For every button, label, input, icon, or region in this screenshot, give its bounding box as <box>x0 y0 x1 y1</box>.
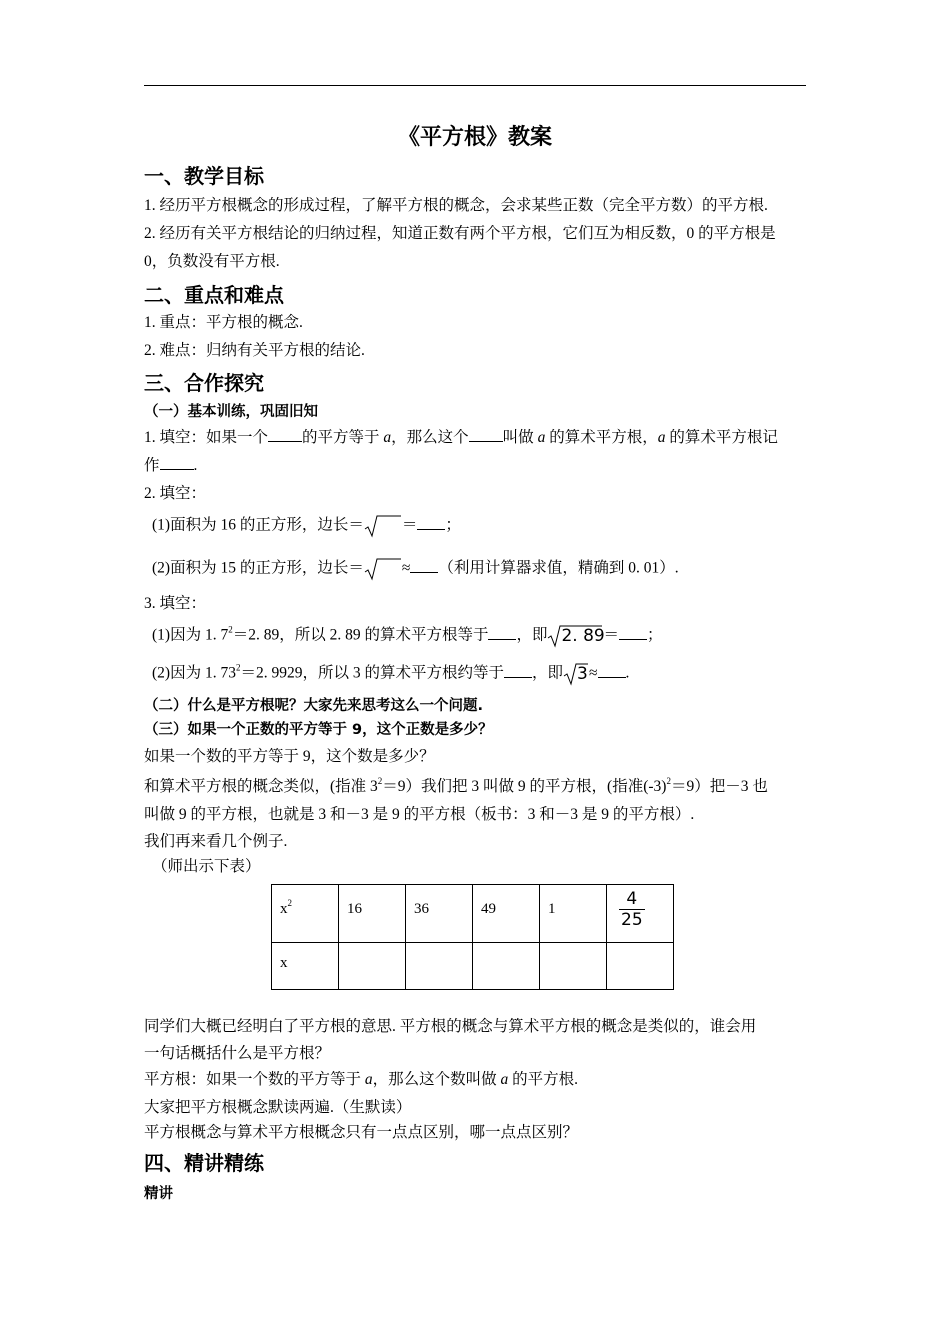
paragraph: 平方根概念与算术平方根概念只有一点点区别，哪一点点区别？ <box>144 1124 579 1141</box>
table-cell: $x^2$ <box>272 885 339 943</box>
table-cell[interactable] <box>473 943 540 990</box>
paragraph: 叫做 9 的平方根，也就是 3 和－3 是 9 的平方根（板书：3 和－3 是 9 的平方根）. <box>144 806 695 823</box>
table-cell: x <box>272 943 339 990</box>
subheading-what-is-square-root: （二）什么是平方根呢？大家先来思考这么一个问题. <box>144 698 484 714</box>
table-cell: 36 <box>406 885 473 943</box>
page-title: 《平方根》教案 <box>397 124 552 149</box>
answer-blank[interactable] <box>160 455 194 470</box>
header-rule <box>144 85 806 86</box>
subheading-question: （三）如果一个正数的平方等于 9，这个正数是多少？ <box>144 722 493 738</box>
table-cell: 1 <box>540 885 607 943</box>
table-cell[interactable] <box>540 943 607 990</box>
goal-item-2: 2. 经历有关平方根结论的归纳过程，知道正数有两个平方根，它们互为相反数，0 的平方根是 <box>144 225 776 242</box>
table-cell <box>607 885 674 943</box>
answer-blank[interactable] <box>619 625 647 640</box>
goal-item-1: 1. 经历平方根概念的形成过程，了解平方根的概念，会求某些正数（完全平方数）的平方根. <box>144 197 768 214</box>
paragraph: （师出示下表） <box>152 858 261 875</box>
question-2-part-2: (2)面积为 15 的正方形，边长＝ ≈ （利用计算器求值，精确到 0. 01）. <box>152 557 816 581</box>
square-table <box>271 884 674 990</box>
section-heading-explore: 三、合作探究 <box>144 371 264 395</box>
answer-blank[interactable] <box>488 625 516 640</box>
question-2-part-1: (1)面积为 16 的正方形，边长＝ ＝ ； <box>152 514 816 538</box>
subheading-basic-training: （一）基本训练，巩固旧知 <box>144 404 318 420</box>
sqrt-symbol: 3 <box>563 662 589 686</box>
table-row <box>272 885 674 943</box>
goal-item-2-cont: 0，负数没有平方根. <box>144 253 280 270</box>
section-heading-practice: 四、精讲精练 <box>144 1151 264 1175</box>
table-row <box>272 943 674 990</box>
answer-blank[interactable] <box>598 663 626 678</box>
subheading-lecture: 精讲 <box>144 1186 173 1202</box>
question-3-label: 3. 填空： <box>144 595 207 612</box>
paragraph: 大家把平方根概念默读两遍.（生默读） <box>144 1099 412 1116</box>
question-1-cont: 作 . <box>144 457 198 474</box>
question-3-part-2: (2)因为 1. $73^2=2$. 9929，所以 3 的算术平方根约等于 ，即 3 ≈ . <box>152 662 630 684</box>
answer-blank[interactable] <box>410 558 438 573</box>
paragraph: 一句话概括什么是平方根？ <box>144 1045 331 1062</box>
table-cell[interactable] <box>406 943 473 990</box>
paragraph: 同学们大概已经明白了平方根的意思. 平方根的概念与算术平方根的概念是类似的，谁会用 <box>144 1018 757 1035</box>
table-cell: 16 <box>339 885 406 943</box>
table-cell[interactable] <box>607 943 674 990</box>
fraction: $\frac{4}{25}$ <box>621 889 643 930</box>
answer-blank[interactable] <box>268 427 302 442</box>
table-cell[interactable] <box>339 943 406 990</box>
question-2-label: 2. 填空： <box>144 485 207 502</box>
sqrt-symbol <box>364 514 402 538</box>
table-cell: 49 <box>473 885 540 943</box>
question-1: 1. 填空：如果一个 的平方等于 a，那么这个 叫做 a 的算术平方根，a 的算术平方根记 <box>144 429 778 446</box>
keypoint-item-1: 1. 重点：平方根的概念. <box>144 314 303 331</box>
sqrt-symbol <box>364 557 402 581</box>
paragraph: 和算术平方根的概念类似，(指准 $3^2=9$）我们把 3 叫做 9 的平方根，(指准$(-3)^2=9$）把－3 也 <box>144 776 768 795</box>
paragraph: 如果一个数的平方等于 9，这个数是多少？ <box>144 748 435 765</box>
paragraph: 我们再来看几个例子. <box>144 833 288 850</box>
question-3-part-1: (1)因为 1. $7^2=2$. 89，所以 2. 89 的算术平方根等于 ，即 2. 89 ＝ ； <box>152 624 663 646</box>
answer-blank[interactable] <box>469 427 503 442</box>
keypoint-item-2: 2. 难点：归纳有关平方根的结论. <box>144 342 365 359</box>
answer-blank[interactable] <box>417 515 445 530</box>
section-heading-goals: 一、教学目标 <box>144 164 264 188</box>
section-heading-keypoints: 二、重点和难点 <box>144 283 284 307</box>
sqrt-symbol: 2. 89 <box>547 624 603 648</box>
definition: 平方根：如果一个数的平方等于 a，那么这个数叫做 a 的平方根. <box>144 1071 579 1088</box>
answer-blank[interactable] <box>504 663 532 678</box>
